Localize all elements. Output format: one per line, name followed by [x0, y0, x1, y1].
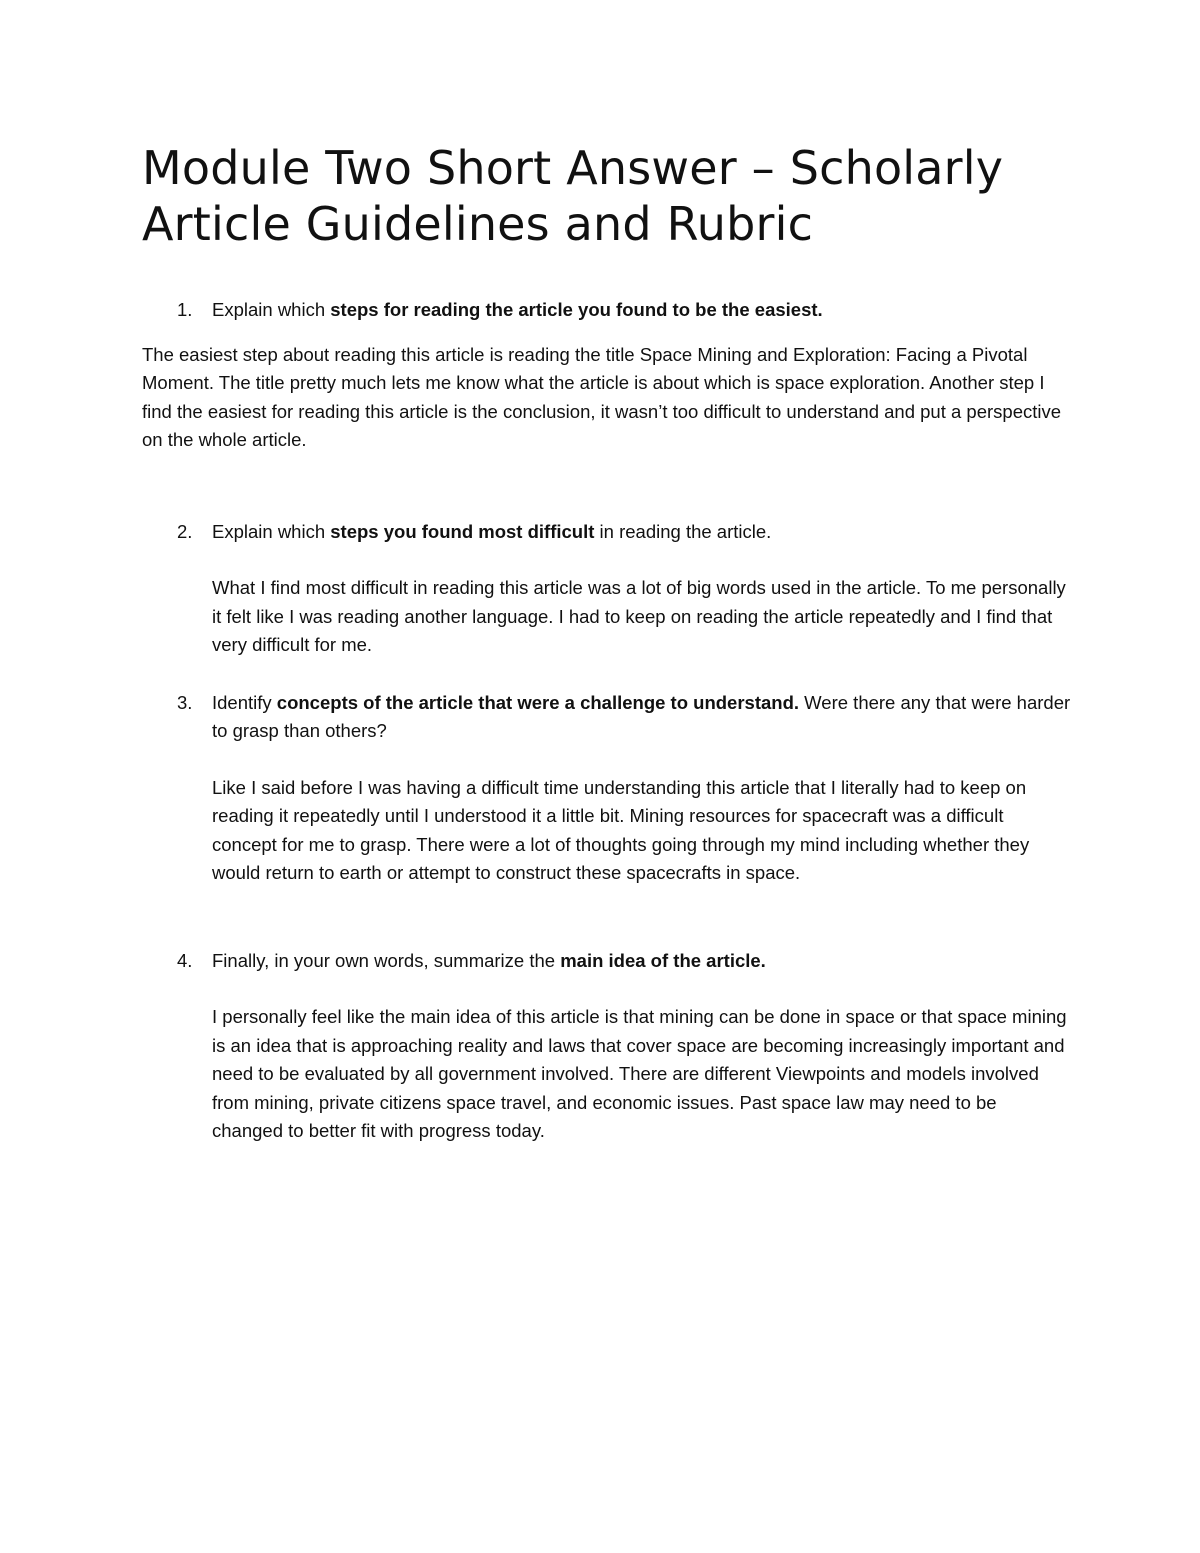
- document-title: Module Two Short Answer – Scholarly Article Guidelines and Rubric: [142, 141, 1004, 251]
- question-prompt: Finally, in your own words, summarize the: [212, 949, 561, 971]
- question-prompt-bold: steps for reading the article you found to be the easiest.: [330, 299, 823, 320]
- question-number: 4.: [177, 949, 193, 971]
- document-page: [142, 140, 1072, 1146]
- question-prompt: Explain which: [212, 299, 331, 320]
- answer-4: I personally feel like the main idea of this article is that mining can be done in space or that space mining is an idea that is approaching reality and laws that cover space are becoming increasingly important and need to be evaluated by all government involved. There are different Viewpoints and models involved from mining, private citizens space travel, and economic issues. Past space law may need to be changed to better fit with progress today.: [212, 1006, 1067, 1141]
- question-prompt-bold: steps you found most difficult: [330, 520, 595, 542]
- answer-3: Like I said before I was having a difficult time understanding this article that I literally had to keep on reading it repeatedly until I understood it a little bit. Mining resources for spacecraft was a difficult concept for me to grasp. There were a lot of thoughts going through my mind including whether they would return to earth or attempt to construct these spacecrafts in space.: [212, 776, 1030, 883]
- answer-1: The easiest step about reading this article is reading the title Space Mining and Exploration: Facing a Pivotal Moment. The title pretty much lets me know what the article is about which is space exploration. Another step I find the easiest for reading this article is the conclusion, it wasn’t too difficult to understand and put a perspective on the whole article.: [142, 343, 1062, 450]
- question-number: 2.: [177, 520, 193, 542]
- question-prompt-bold: main idea of the article.: [560, 949, 766, 971]
- question-prompt-end: Were there any that were harder to grasp than others?: [212, 691, 1071, 741]
- question-1: [142, 296, 1072, 325]
- question-number: 1.: [177, 299, 193, 320]
- question-prompt-bold: concepts of the article that were a challenge to understand.: [276, 691, 800, 713]
- question-3: [142, 689, 1072, 746]
- question-number: 3.: [177, 691, 193, 713]
- question-prompt: Explain which: [212, 520, 331, 542]
- answer-2: What I find most difficult in reading this article was a lot of big words used in the article. To me personally it felt like I was reading another language. I had to keep on reading the article repeatedly and I find that very difficult for me.: [212, 577, 1066, 655]
- question-4: [142, 947, 1072, 976]
- question-prompt: Identify: [212, 691, 277, 713]
- question-2: [142, 518, 1072, 547]
- question-prompt-end: in reading the article.: [594, 520, 772, 542]
